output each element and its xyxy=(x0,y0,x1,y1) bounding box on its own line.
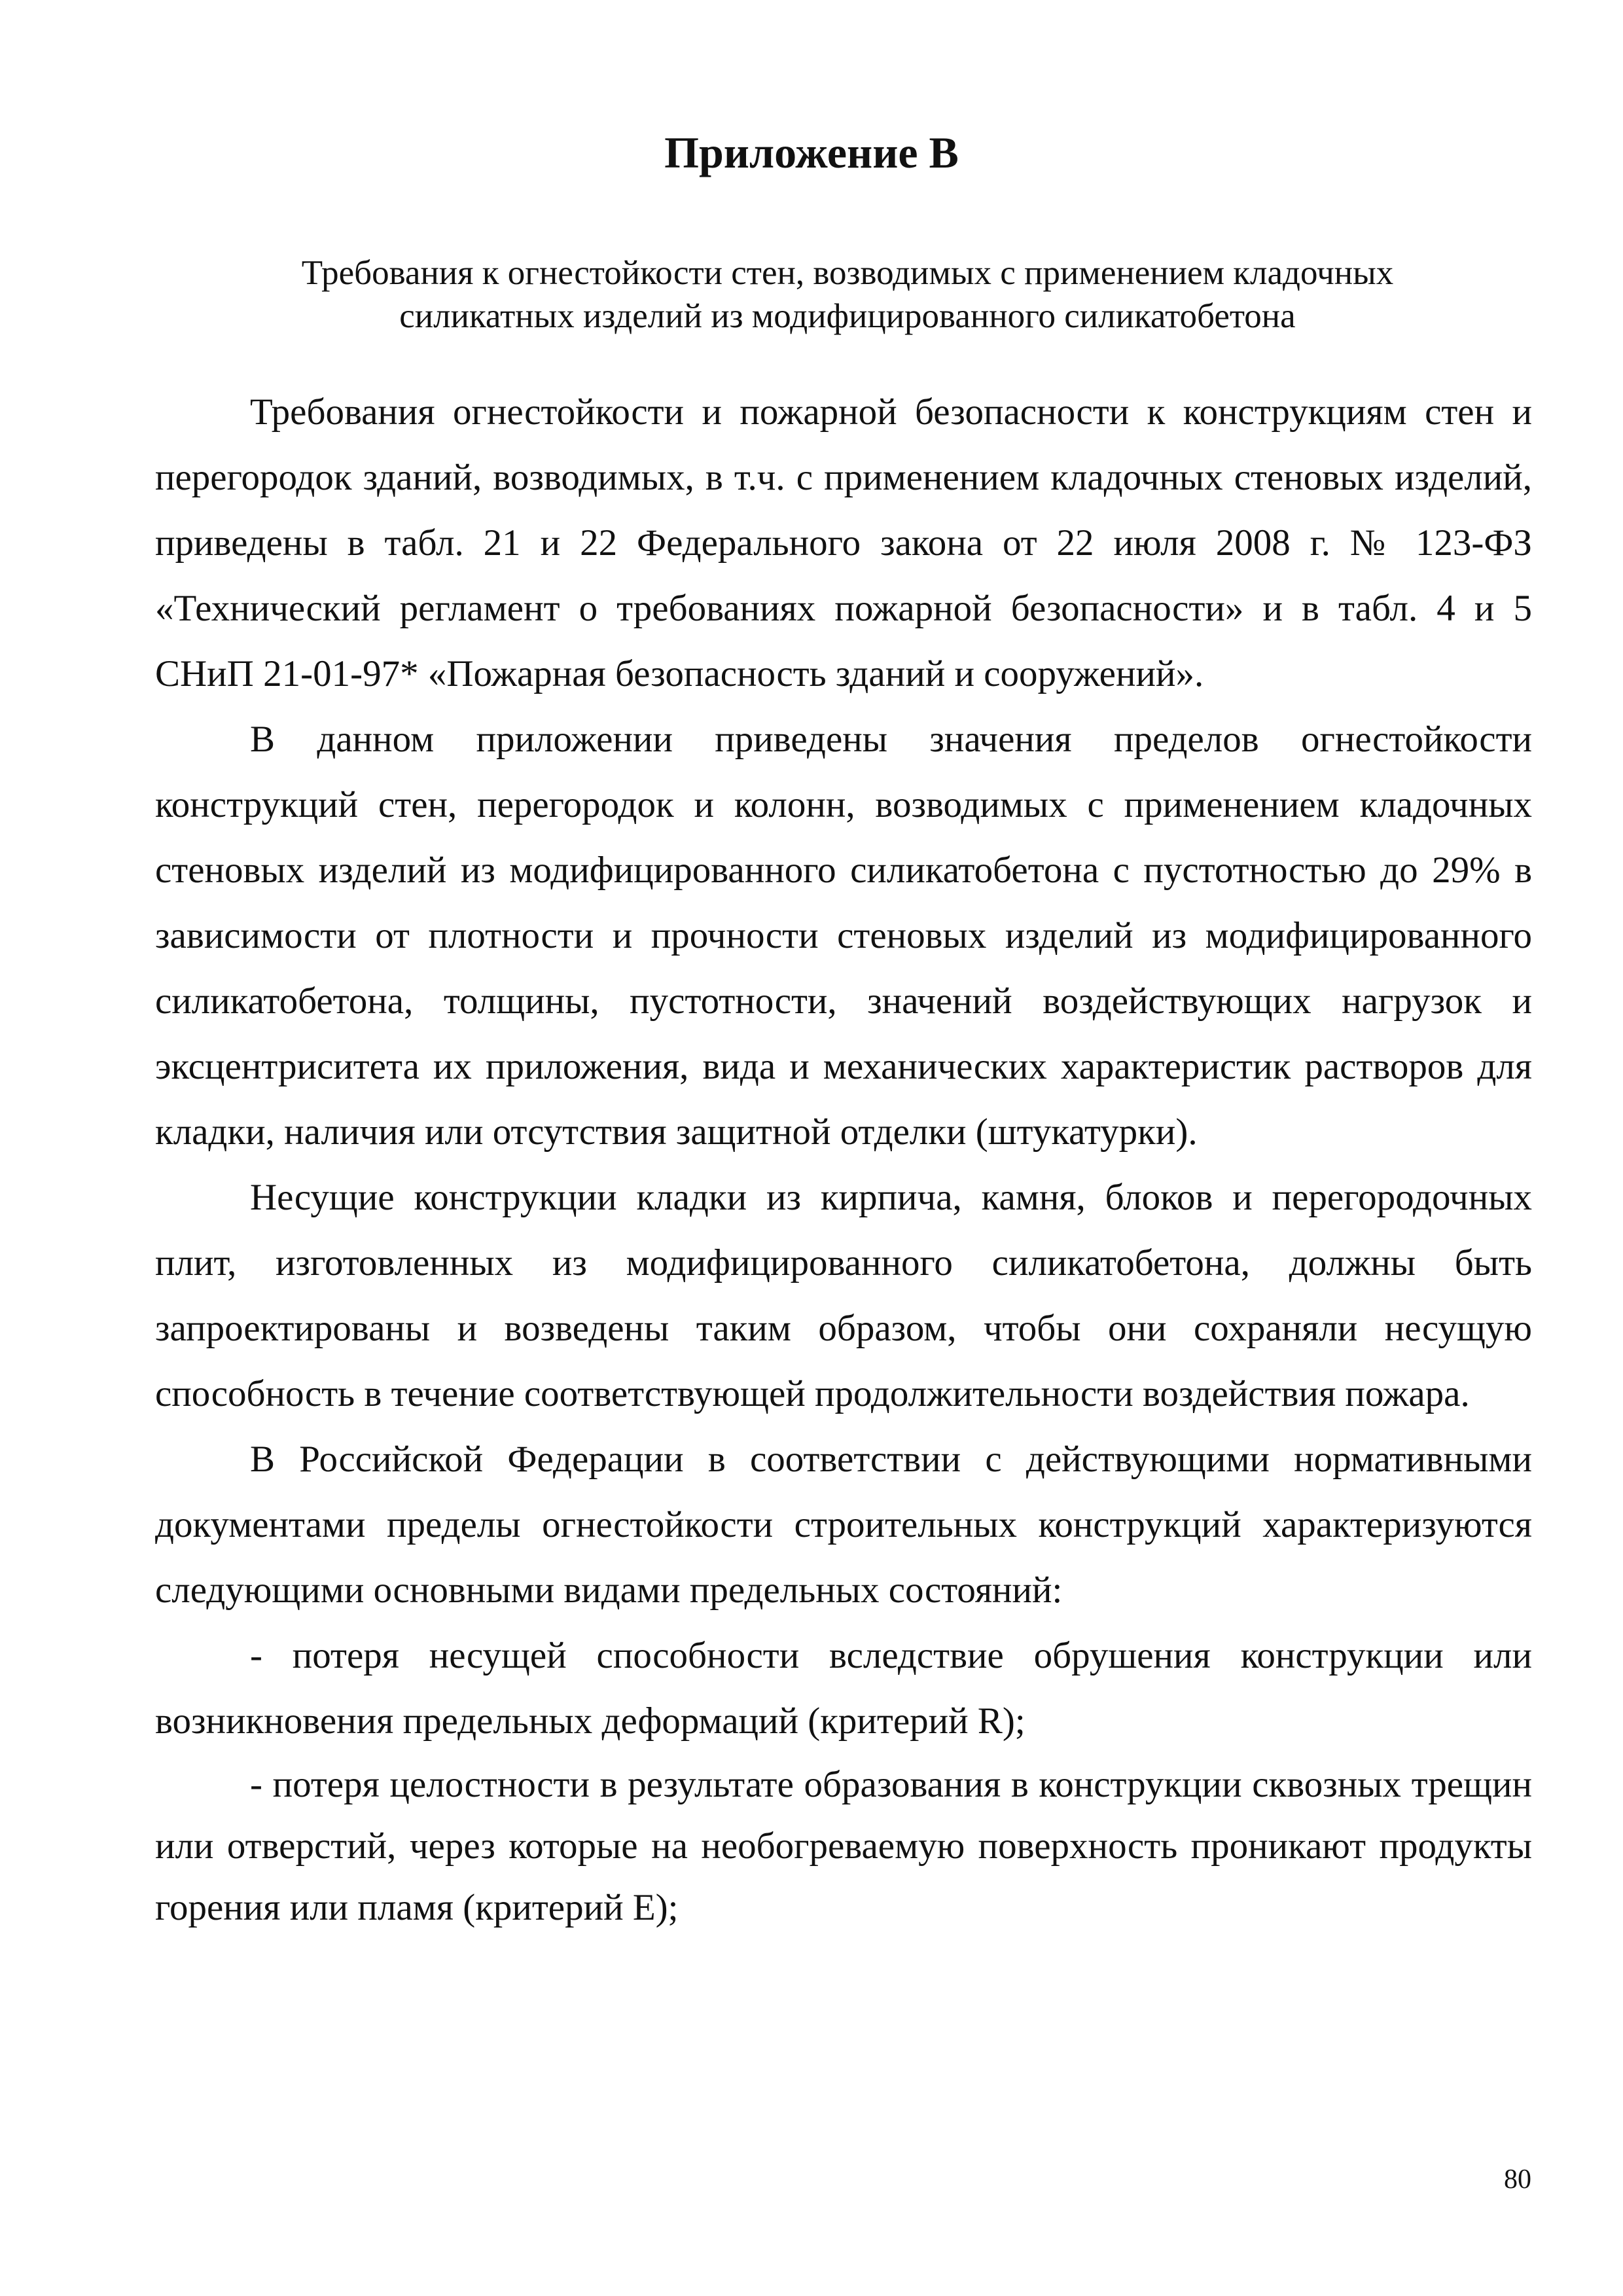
body-text xyxy=(155,380,1532,1939)
page-number: 80 xyxy=(1504,2164,1531,2195)
paragraph-limit-states: В Российской Федерации в соответствии с действующими нормативными документами пределы огнестойкости строительных конструкций характеризуются следующими основными видами предельных состояний: xyxy=(155,1439,1532,1611)
paragraph-load-bearing: Несущие конструкции кладки из кирпича, камня, блоков и перегородочных плит, изготовленных из модифицированного силикатобетона, должны быть запроектированы и возведены таким образом, чтобы они сохраняли несущую способность в течение соответствующей продолжительности воздействия пожара. xyxy=(155,1177,1532,1414)
subtitle-line-1: Требования к огнестойкости стен, возводимых с применением кладочных xyxy=(301,254,1394,292)
subtitle-line-2: силикатных изделий из модифицированного силикатобетона xyxy=(399,297,1296,335)
section-subtitle xyxy=(216,251,1479,338)
list-item-criterion-r: - потеря несущей способности вследствие обрушения конструкции или возникновения предельных деформаций (критерий R); xyxy=(155,1635,1532,1742)
page-title: Приложение В xyxy=(664,128,959,177)
paragraph-appendix-scope: В данном приложении приведены значения пределов огнестойкости конструкций стен, перегородок и колонн, возводимых с применением кладочных стеновых изделий из модифицированного силикатобетона с пустотностью до 29% в зависимости от плотности и прочности стеновых изделий из модифицированного силикатобетона, толщины, пустотности, значений воздействующих нагрузок и эксцентриситета их приложения, вида и механических характеристик растворов для кладки, наличия или отсутствия защитной отделки (штукатурки). xyxy=(155,719,1532,1153)
list-item-criterion-e: - потеря целостности в результате образования в конструкции сквозных трещин или отверстий, через которые на необогреваемую поверхность проникают продукты горения или пламя (критерий Е); xyxy=(155,1764,1532,1928)
paragraph-requirements: Требования огнестойкости и пожарной безопасности к конструкциям стен и перегородок зданий, возводимых, в т.ч. с применением кладочных стеновых изделий, приведены в табл. 21 и 22 Федерального закона от 22 июля 2008 г. № 123-ФЗ «Технический регламент о требованиях пожарной безопасности» и в табл. 4 и 5 СНиП 21-01-97* «Пожарная безопасность зданий и сооружений». xyxy=(155,391,1532,694)
